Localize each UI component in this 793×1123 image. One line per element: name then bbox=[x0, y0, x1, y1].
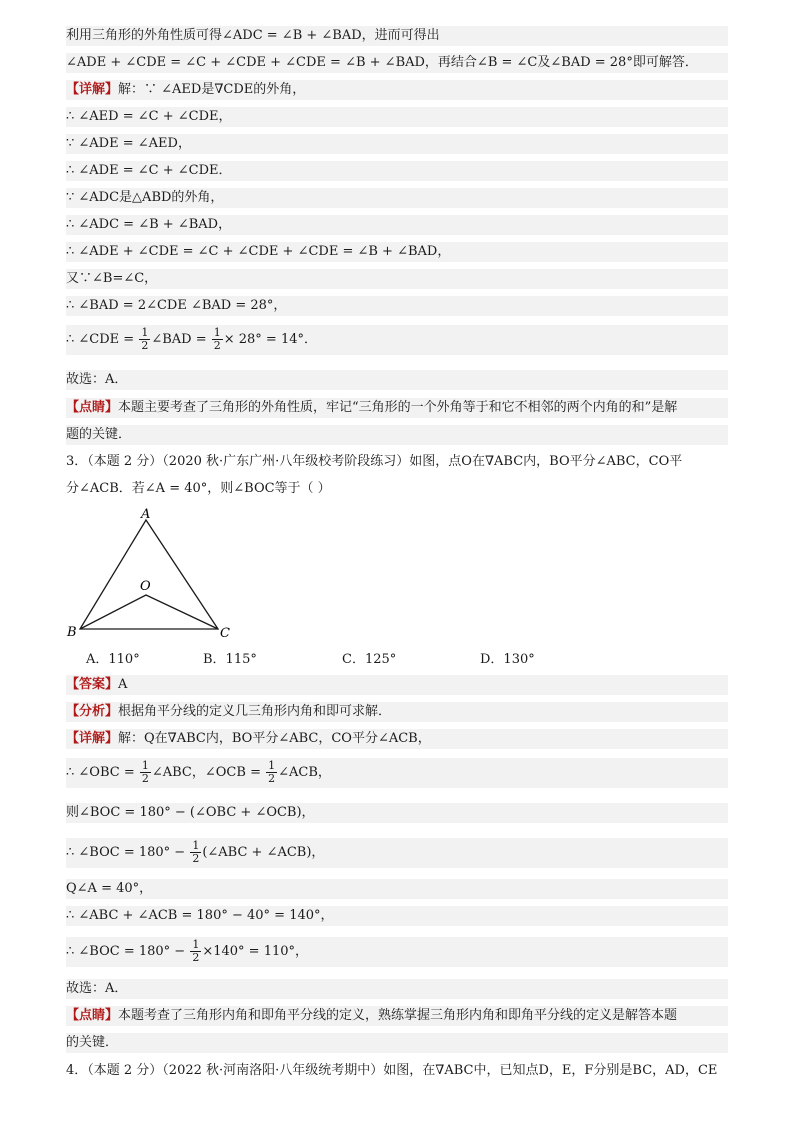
q3-frac-num-3: 1 bbox=[192, 839, 200, 852]
q3-frac-num-2: 1 bbox=[268, 759, 276, 772]
option-c: C．125° bbox=[342, 652, 397, 667]
q3-answer-value: A bbox=[118, 677, 128, 692]
q3-frac-den-4: 2 bbox=[192, 951, 200, 964]
q2-detail-line8: 又∵∠B=∠C， bbox=[66, 269, 728, 289]
q3-answer-tag: 【答案】 bbox=[66, 677, 119, 692]
q3-detail-line3: 则∠BOC = 180° − (∠OBC + ∠OCB)， bbox=[66, 803, 728, 823]
q3-detail-line4 bbox=[66, 838, 728, 868]
q2-comment-text1: 本题主要考查了三角形的外角性质，牢记“三角形的一个外角等于和它不相邻的两个内角的和”是解 bbox=[118, 400, 678, 415]
q2-analysis-line1: 利用三角形的外角性质可得∠ADC = ∠B + ∠BAD，进而可得出 bbox=[66, 26, 728, 46]
q3-comment-tag: 【点睛】 bbox=[66, 1008, 119, 1023]
label-o: O bbox=[140, 579, 151, 594]
q3-choice: 故选：A． bbox=[66, 979, 728, 999]
q2-detail-line9: ∴ ∠BAD = 2∠CDE ∠BAD = 28°， bbox=[66, 296, 728, 316]
q3-detail-line1 bbox=[66, 729, 728, 749]
q2-frac-num-1: 1 bbox=[141, 326, 149, 339]
label-b: B bbox=[67, 625, 77, 640]
q3-half-fraction-3 bbox=[190, 840, 201, 865]
q2-analysis-line2: ∠ADE + ∠CDE = ∠C + ∠CDE + ∠CDE = ∠B + ∠BAD，再结合∠B = ∠C及∠BAD = 28°即可解答． bbox=[66, 53, 728, 73]
q2-cde-lhs: ∴ ∠CDE = bbox=[66, 332, 139, 347]
q2-frac-den-1: 2 bbox=[141, 339, 149, 352]
q2-comment-line2: 题的关键． bbox=[66, 425, 728, 445]
q2-detail-line1 bbox=[66, 80, 728, 100]
q3-ocb-rhs: ∠ACB， bbox=[278, 765, 331, 780]
q3-boc2-rhs: ×140° = 110°， bbox=[202, 944, 309, 959]
q2-detail-tag: 【详解】 bbox=[66, 82, 119, 97]
q3-half-fraction-1 bbox=[140, 760, 151, 785]
q3-analysis bbox=[66, 702, 728, 722]
q3-stem-line2: 分∠ACB．若∠A = 40°，则∠BOC等于（ ） bbox=[66, 481, 331, 496]
label-c: C bbox=[220, 626, 230, 641]
q2-detail-line4: ∴ ∠ADE = ∠C + ∠CDE． bbox=[66, 161, 728, 181]
option-a: A．110° bbox=[86, 652, 140, 667]
q3-detail-line6: ∴ ∠ABC + ∠ACB = 180° − 40° = 140°， bbox=[66, 906, 728, 926]
q2-detail-line6: ∴ ∠ADC = ∠B + ∠BAD， bbox=[66, 215, 728, 235]
q3-frac-num-1: 1 bbox=[141, 759, 149, 772]
q3-comment-text1: 本题考查了三角形内角和即角平分线的定义，熟练掌握三角形内角和即角平分线的定义是解答本题 bbox=[118, 1008, 678, 1023]
label-a: A bbox=[141, 507, 151, 522]
option-b: B．115° bbox=[203, 652, 257, 667]
triangle-figure bbox=[62, 505, 242, 645]
q2-detail-line7: ∴ ∠ADE + ∠CDE = ∠C + ∠CDE + ∠CDE = ∠B + ∠BAD， bbox=[66, 242, 728, 262]
q3-frac-den-1: 2 bbox=[141, 772, 149, 785]
q3-frac-num-4: 1 bbox=[192, 938, 200, 951]
q3-detail-line5: Q∠A = 40°， bbox=[66, 879, 728, 899]
q3-boc-lhs: ∴ ∠BOC = 180° − bbox=[66, 845, 190, 860]
q3-half-fraction-4 bbox=[190, 939, 201, 964]
q3-comment-line2: 的关键． bbox=[66, 1033, 728, 1053]
q3-stem-line1: 3．（本题 2 分）（2020 秋·广东广州·八年级校考阶段练习）如图，点O在∇ABC内，BO平分∠ABC，CO平 bbox=[66, 454, 683, 469]
q4-stem-line1: 4．（本题 2 分）（2022 秋·河南洛阳·八年级统考期中）如图，在∇ABC中，已知点D，E，F分别是BC，AD，CE bbox=[66, 1063, 718, 1078]
q2-comment-tag: 【点睛】 bbox=[66, 400, 119, 415]
q3-half-fraction-2 bbox=[266, 760, 277, 785]
bisector-lines bbox=[80, 595, 218, 629]
q2-half-fraction-2 bbox=[212, 327, 223, 352]
q3-answer bbox=[66, 675, 728, 695]
q2-detail-line10 bbox=[66, 325, 728, 355]
q2-detail-line2: ∴ ∠AED = ∠C + ∠CDE， bbox=[66, 107, 728, 127]
q3-analysis-text: 根据角平分线的定义几三角形内角和即可求解． bbox=[118, 704, 392, 719]
q2-frac-num-2: 1 bbox=[213, 326, 221, 339]
q2-cde-mid: ∠BAD = bbox=[151, 332, 211, 347]
q2-frac-den-2: 2 bbox=[213, 339, 221, 352]
q3-frac-den-3: 2 bbox=[192, 852, 200, 865]
option-d: D．130° bbox=[480, 652, 535, 667]
q3-boc2-lhs: ∴ ∠BOC = 180° − bbox=[66, 944, 190, 959]
q2-half-fraction-1 bbox=[139, 327, 150, 352]
q2-comment-line1 bbox=[66, 398, 728, 418]
triangle-abc bbox=[80, 520, 218, 629]
q3-detail-text1: 解：Q在∇ABC内，BO平分∠ABC，CO平分∠ACB， bbox=[118, 731, 431, 746]
q3-comment-line1 bbox=[66, 1006, 728, 1026]
q3-obc-mid: ∠ABC，∠OCB = bbox=[151, 765, 266, 780]
q2-choice: 故选：A． bbox=[66, 370, 728, 390]
q3-detail-tag: 【详解】 bbox=[66, 731, 119, 746]
q2-detail-line5: ∵ ∠ADC是△ABD的外角， bbox=[66, 188, 728, 208]
q2-detail-text1: 解：∵ ∠AED是∇CDE的外角， bbox=[118, 82, 306, 97]
q3-frac-den-2: 2 bbox=[268, 772, 276, 785]
q3-obc-lhs: ∴ ∠OBC = bbox=[66, 765, 139, 780]
q3-detail-line7 bbox=[66, 937, 728, 967]
q2-cde-result: × 28° = 14°． bbox=[223, 332, 318, 347]
q3-detail-line2 bbox=[66, 758, 728, 788]
q3-analysis-tag: 【分析】 bbox=[66, 704, 119, 719]
q3-boc-rhs: (∠ABC + ∠ACB)， bbox=[202, 845, 325, 860]
q2-detail-line3: ∵ ∠ADE = ∠AED， bbox=[66, 134, 728, 154]
